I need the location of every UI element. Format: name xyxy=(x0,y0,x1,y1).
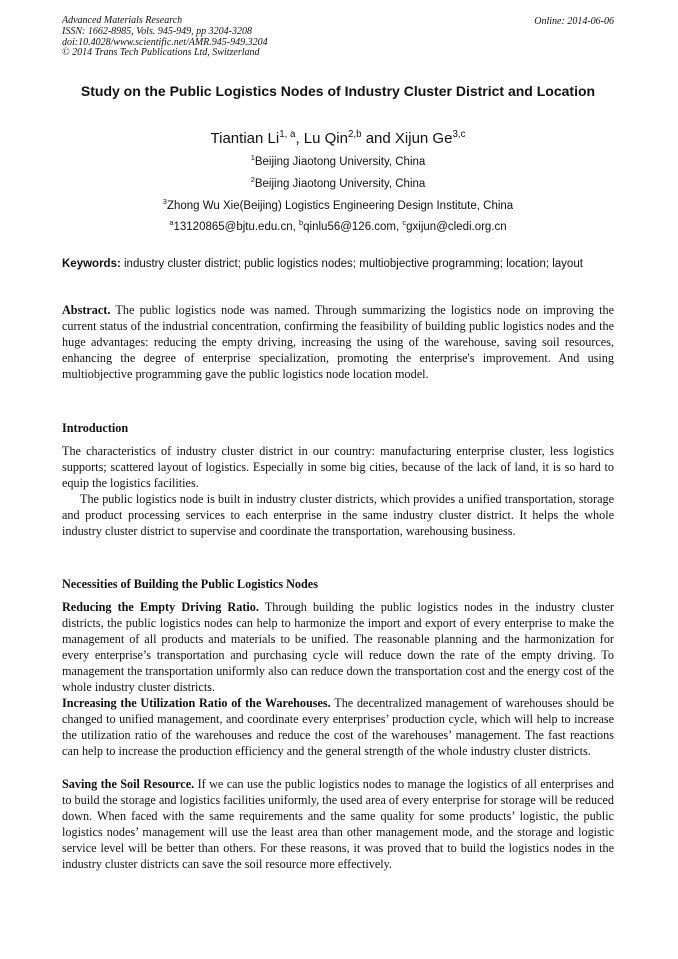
affiliation-sup: 3 xyxy=(162,197,167,207)
issn-line: ISSN: 1662-8985, Vols. 945-949, pp 3204-3208 xyxy=(62,25,252,37)
abstract-text: The public logistics node was named. Through summarizing the logistics node on improving the current status of the industrial concentration, confirming the feasibility of building public logistics nodes and the huge advantages: reducing the empty driving, increasing the using of the warehouse, saving soil resources, enhancing the degree of enterprise specialization, promoting the enterprise's improvement. And using multiobjective programming gave the public logistics node location model. xyxy=(62,303,614,381)
affiliation-text: Beijing Jiaotong University, China xyxy=(254,156,426,168)
email-link[interactable]: gxijun@cledi.org.cn xyxy=(406,221,507,233)
journal-name: Advanced Materials Research xyxy=(62,15,183,26)
email-sup: a xyxy=(169,218,174,228)
email-sup: c xyxy=(402,218,407,228)
author-name: Tiantian Li xyxy=(210,130,280,147)
author-name: and Xijun Ge xyxy=(361,130,453,147)
affiliation-3 xyxy=(62,197,614,212)
abstract xyxy=(62,303,614,383)
paper-title: Study on the Public Logistics Nodes of Industry Cluster District and Location xyxy=(80,83,596,99)
subsection-text: If we can use the public logistics nodes to manage the logistics of all enterprises and to build the storage and logistics facilities uniformly, the used area of every enterprise for storage will be reduced down. When faced with the same requirements and the same quality for some products’ logistic, the public logistics nodes’ management will use the least area than other management mode, and the storage and logistic service level will be better than others. For these reasons, it was proved that to build the logistics nodes in the industry cluster districts can save the soil resource more effectively. xyxy=(62,777,615,871)
affiliation-1 xyxy=(62,153,614,168)
affiliation-text: Beijing Jiaotong University, China xyxy=(254,178,426,190)
intro-paragraph-2: The public logistics node is built in industry cluster districts, which provides a unified transportation, storage and product processing services to each enterprise in the same industry cluster district. It helps the whole industry cluster district to supervise and coordinate the transportation, warehousing business. xyxy=(62,492,614,538)
affiliation-text: Zhong Wu Xie(Beijing) Logistics Engineering Design Institute, China xyxy=(166,200,514,212)
journal-info xyxy=(62,16,268,59)
doi-line: doi:10.4028/www.scientific.net/AMR.945-949.3204 xyxy=(62,36,268,48)
author-line xyxy=(62,130,614,147)
email-link[interactable]: qinlu56@126.com, xyxy=(303,221,403,233)
subsection-text: The decentralized management of warehouses should be changed to unified management, and coordinate every enterprises’ production cycle, which will help to increase the utilization ratio of the warehouses and reduce the cost of the warehouses’ management. The fast reactions can help to increase the production efficiency and the general strength of the whole industry cluster districts. xyxy=(62,696,614,758)
subsection-lead: Reducing the Empty Driving Ratio. xyxy=(62,600,259,614)
author-sup: 2,b xyxy=(347,129,362,140)
email-sup: b xyxy=(298,218,304,228)
affiliation-sup: 2 xyxy=(250,175,255,185)
necessity-warehouses xyxy=(62,696,614,760)
author-sup: 1, a xyxy=(279,129,296,140)
author-sup: 3,c xyxy=(452,129,466,140)
necessity-soil xyxy=(62,777,614,872)
affiliation-sup: 1 xyxy=(250,153,255,163)
section-heading-introduction: Introduction xyxy=(62,421,129,435)
keywords xyxy=(62,257,614,272)
intro-paragraph-1: The characteristics of industry cluster district in our country: manufacturing enterprise cluster, less logistics supports; scattered layout of logistics. Especially in some big cities, because of the lack of land, it is so hard to equip the logistics facilities. xyxy=(62,444,614,490)
keywords-label: Keywords: xyxy=(62,258,121,270)
abstract-label: Abstract. xyxy=(62,303,111,317)
subsection-lead: Saving the Soil Resource. xyxy=(62,777,195,791)
subsection-text: Through building the public logistics nodes in the industry cluster districts, the public logistics nodes can help to harmonize the import and export of every enterprise to make the management of all products and materials to be unified. The reasonable planning and the harmonization for every enterprise’s transportation and purchasing cycle will reduce down the rate of the empty driving. To management the transportation uniformly also can reduce down the transportation cost and the energy cost of the whole industry cluster districts. xyxy=(62,600,614,694)
author-name: , Lu Qin xyxy=(295,130,348,147)
necessity-empty-driving xyxy=(62,600,614,695)
affiliation-2 xyxy=(62,175,614,190)
section-heading-necessities: Necessities of Building the Public Logistics Nodes xyxy=(62,577,318,591)
online-date: Online: 2014-06-06 xyxy=(534,16,614,27)
subsection-lead: Increasing the Utilization Ratio of the Warehouses. xyxy=(62,696,331,710)
email-link[interactable]: 13120865@bjtu.edu.cn, xyxy=(173,221,299,233)
email-line xyxy=(62,218,614,233)
copyright-line: © 2014 Trans Tech Publications Ltd, Switzerland xyxy=(62,47,260,59)
keywords-text: industry cluster district; public logistics nodes; multiobjective programming; location; layout xyxy=(120,258,583,270)
